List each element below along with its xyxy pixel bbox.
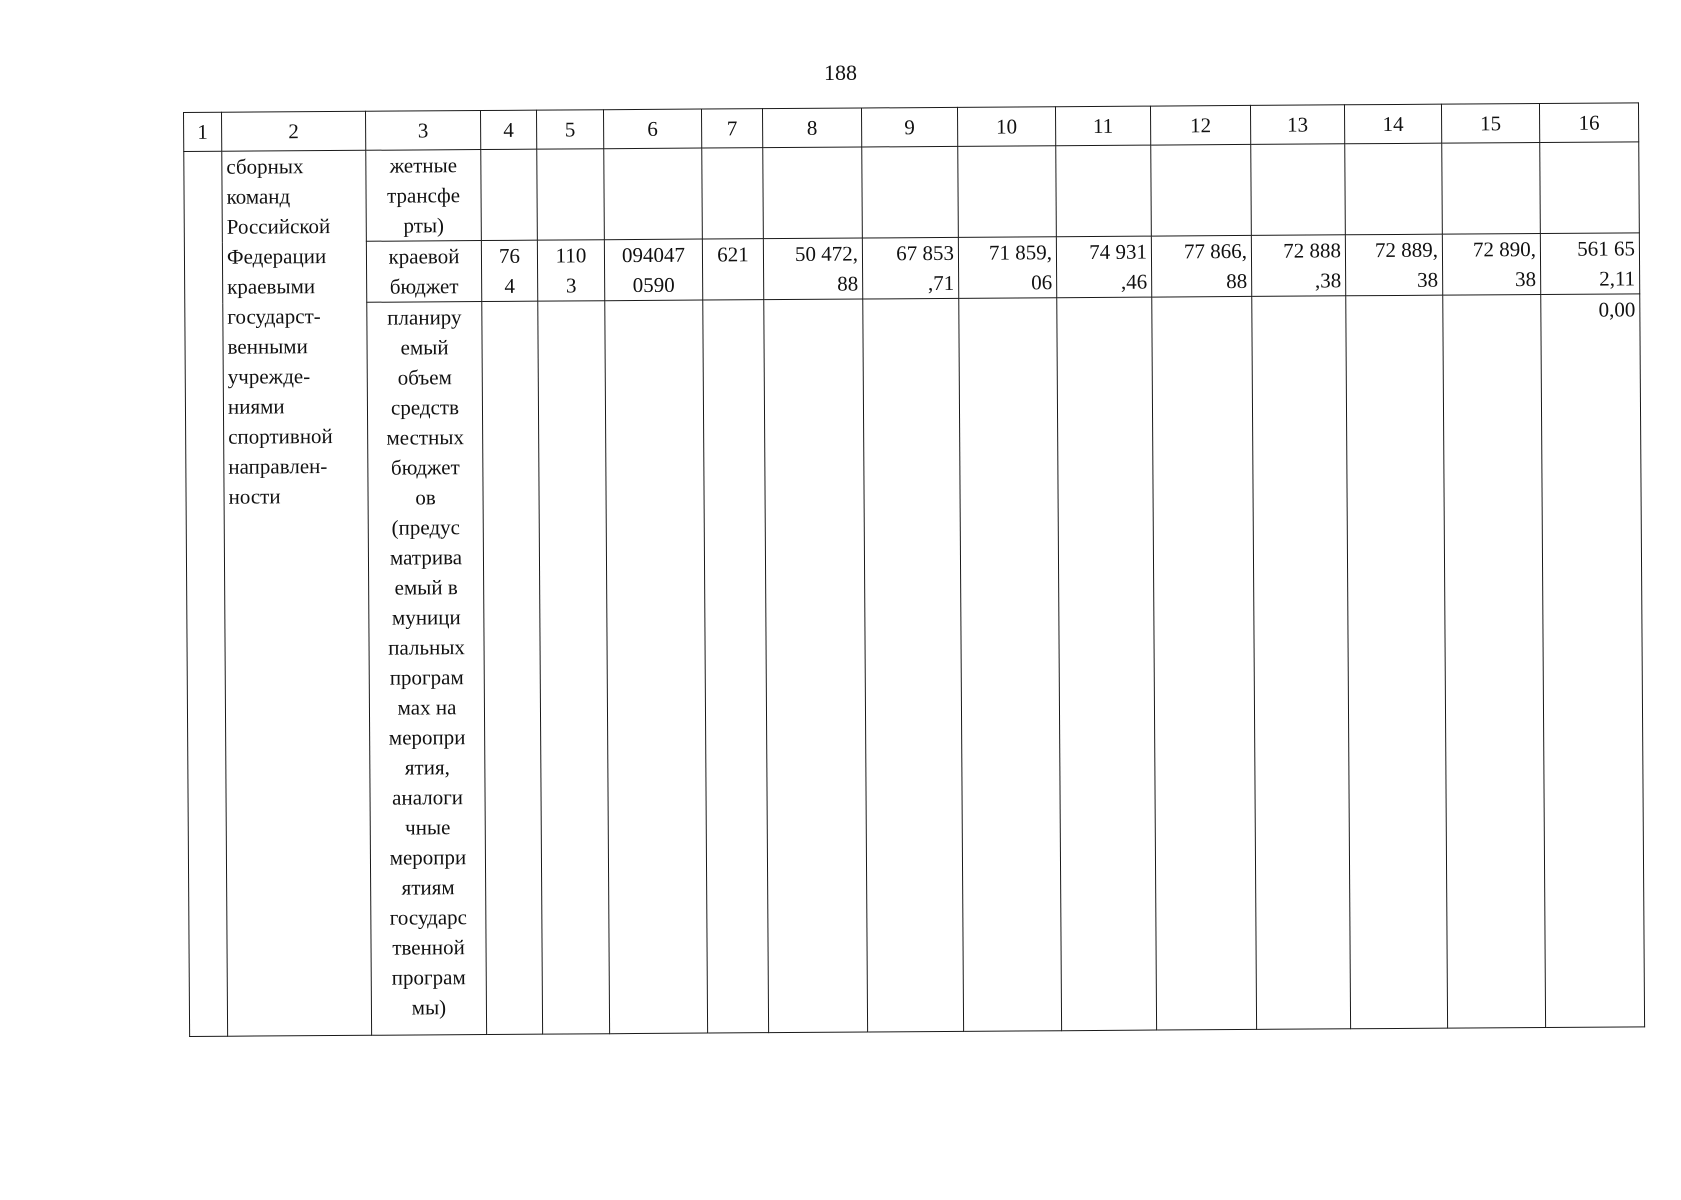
cell-empty bbox=[703, 300, 769, 1033]
cell-regional-col14: 72 889, 38 bbox=[1345, 234, 1442, 296]
cell-empty bbox=[1056, 145, 1152, 237]
col-number-7: 7 bbox=[701, 109, 762, 148]
row-regional-budget bbox=[184, 233, 1639, 304]
cell-regional-col5: 110 3 bbox=[537, 240, 604, 301]
cell-local-col3: планиру емый объем средств местных бюджет ов (предус матрива емый в муници пальных програм мах на меропри ятия, аналоги чные меропри ятиям государс твенной програм мы) bbox=[367, 302, 487, 1036]
col-number-9: 9 bbox=[861, 107, 957, 147]
cell-empty bbox=[1251, 144, 1346, 236]
cell-empty bbox=[1252, 296, 1351, 1030]
col-number-14: 14 bbox=[1344, 104, 1441, 144]
col-number-12: 12 bbox=[1150, 105, 1250, 145]
cell-regional-col16: 561 65 2,11 bbox=[1540, 233, 1639, 295]
cell-empty bbox=[1540, 142, 1640, 234]
cell-regional-col11: 74 931 ,46 bbox=[1056, 236, 1151, 298]
cell-empty bbox=[763, 147, 863, 239]
cell-empty bbox=[1057, 297, 1157, 1031]
col-number-8: 8 bbox=[762, 108, 861, 148]
cell-empty bbox=[605, 300, 708, 1034]
col-number-11: 11 bbox=[1055, 106, 1150, 146]
cell-empty bbox=[1151, 144, 1252, 236]
cell-regional-col15: 72 890, 38 bbox=[1442, 234, 1540, 296]
cell-local-col16: 0,00 bbox=[1541, 294, 1645, 1028]
col-number-10: 10 bbox=[957, 107, 1055, 147]
budget-table bbox=[183, 102, 1645, 1037]
col-number-15: 15 bbox=[1441, 104, 1539, 144]
cell-empty bbox=[863, 298, 964, 1032]
cell-empty bbox=[958, 146, 1057, 238]
cell-empty bbox=[537, 149, 605, 240]
cell-transfers-col3: жетные трансфе рты) bbox=[366, 150, 482, 242]
cell-empty bbox=[482, 301, 543, 1034]
row-transfers bbox=[184, 142, 1640, 243]
col-number-16: 16 bbox=[1539, 103, 1638, 143]
cell-regional-col7: 621 bbox=[702, 239, 763, 300]
col-number-6: 6 bbox=[603, 109, 701, 149]
cell-empty bbox=[702, 148, 764, 239]
cell-empty bbox=[1346, 295, 1448, 1029]
row-local-budget bbox=[185, 294, 1645, 1037]
cell-col1 bbox=[184, 151, 228, 1036]
cell-empty bbox=[862, 146, 959, 238]
table-sheet bbox=[183, 102, 1645, 1037]
page-number: 188 bbox=[824, 60, 857, 85]
cell-empty bbox=[764, 299, 868, 1033]
cell-empty bbox=[1345, 143, 1443, 235]
col-number-13: 13 bbox=[1250, 105, 1344, 145]
cell-regional-col4: 76 4 bbox=[481, 240, 537, 301]
cell-empty bbox=[538, 301, 610, 1034]
cell-regional-col8: 50 472, 88 bbox=[763, 238, 862, 300]
col-number-2: 2 bbox=[222, 111, 366, 151]
cell-regional-col13: 72 888 ,38 bbox=[1251, 235, 1345, 297]
cell-empty bbox=[481, 149, 538, 240]
cell-empty bbox=[1443, 294, 1546, 1028]
col-number-4: 4 bbox=[480, 110, 536, 149]
cell-col2-description: сборных команд Российской Федерации краевыми государст- венными учрежде- ниями спортивной направлен- ности bbox=[222, 150, 372, 1036]
col-number-1: 1 bbox=[184, 112, 222, 151]
cell-empty bbox=[959, 298, 1062, 1032]
cell-regional-col9: 67 853 ,71 bbox=[862, 237, 958, 299]
cell-regional-col6: 094047 0590 bbox=[604, 239, 702, 301]
cell-empty bbox=[604, 148, 703, 240]
cell-regional-col12: 77 866, 88 bbox=[1151, 235, 1251, 297]
col-number-3: 3 bbox=[365, 111, 480, 151]
col-number-5: 5 bbox=[536, 110, 603, 149]
cell-empty bbox=[1152, 296, 1257, 1030]
cell-regional-col10: 71 859, 06 bbox=[958, 237, 1056, 299]
cell-regional-col3: краевой бюджет bbox=[366, 241, 481, 303]
cell-empty bbox=[1442, 143, 1541, 235]
